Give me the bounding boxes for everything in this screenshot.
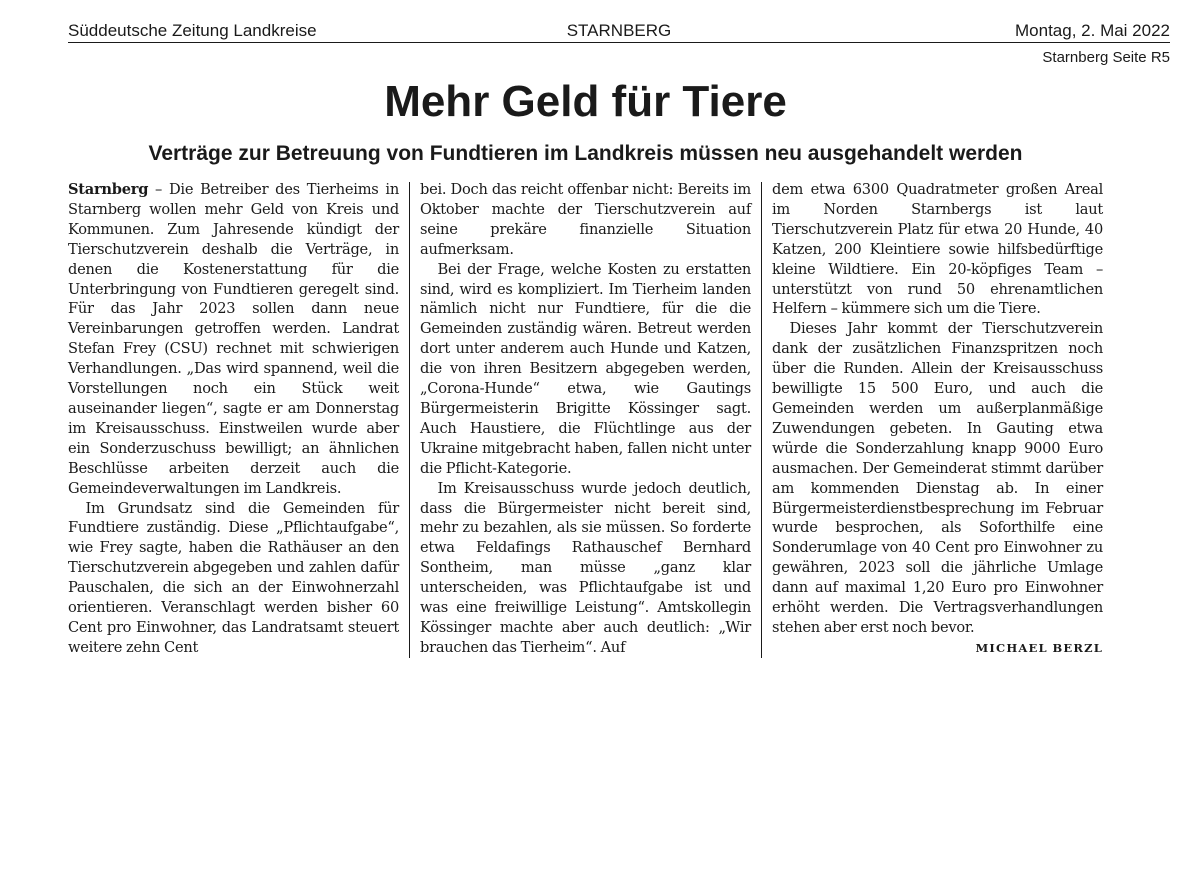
article-paragraph: bei. Doch das reicht offenbar nicht: Bereits im Oktober machte der Tierschutzverein auf seine prekäre finanzielle Situation aufmerksam. xyxy=(420,181,751,258)
subheadline: Verträge zur Betreuung von Fundtieren im Landkreis müssen neu ausgehandelt werden xyxy=(148,142,1023,165)
publication-name: Süddeutsche Zeitung Landkreise xyxy=(68,21,317,40)
page-reference: Starnberg Seite R5 xyxy=(1042,49,1170,66)
paragraph-text: Dieses Jahr kommt der Tierschutzverein dank der zusätzlichen Finanzspritzen noch über die Runden. Allein der Kreisausschuss bewilligte 15 500 Euro, und auch die Gemeinden werden um außerplanmäßige Zuwendungen gebeten. In Gauting etwa würde die Sonderzahlung knapp 9000 Euro ausmachen. Der Gemeinderat stimmt darüber am kommenden Dienstag ab. In einer Bürgermeisterdienstbesprechung im Februar wurde besprochen, als Soforthilfe eine Sonderumlage von 40 Cent pro Einwohner zu gewähren, 2023 soll die jährliche Umlage dann auf maximal 1,20 Euro pro Einwohner erhöht werden. Die Vertragsverhandlungen stehen aber erst noch bevor. xyxy=(772,320,1103,636)
article-paragraph xyxy=(772,319,1103,655)
masthead xyxy=(68,20,1170,43)
article-paragraph: dem etwa 6300 Quadratmeter großen Areal im Norden Starnbergs ist laut Tierschutzverein Platz für etwa 20 Hunde, 40 Katzen, 200 Kleintiere sowie hilfsbedürftige kleine Wildtiere. Ein 20-köpfiges Team – unterstützt von rund 50 ehrenamtlichen Helfern – kümmere sich um die Tiere. xyxy=(772,181,1103,318)
article-paragraph xyxy=(68,180,399,499)
column-rule xyxy=(409,182,410,658)
article-column-2 xyxy=(420,180,751,658)
article-column-3 xyxy=(772,180,1103,659)
article-paragraph: Im Kreisausschuss wurde jedoch deutlich, dass die Bürgermeister nicht bereit sind, mehr zu bezahlen, als sie müssen. So forderte etwa Feldafings Rathauschef Bernhard Sontheim, man müsse „ganz klar unterscheiden, was Pflichtaufgabe ist und was eine freiwillige Leistung“. Amtskollegin Kössinger machte aber auch deutlich: „Wir brauchen das Tierheim“. Auf xyxy=(420,479,751,656)
article-paragraph: Im Grundsatz sind die Gemeinden für Fundtiere zuständig. Diese „Pflichtaufgabe“, wie Frey sagte, haben die Rathäuser an den Tierschutzverein abgegeben und zahlen dafür Pauschalen, die sich an der Einwohnerzahl orientieren. Veranschlagt werden bisher 60 Cent pro Einwohner, das Landratsamt steuert weitere zehn Cent xyxy=(68,499,399,656)
issue-date: Montag, 2. Mai 2022 xyxy=(1015,21,1170,40)
column-rule xyxy=(761,182,762,658)
headline: Mehr Geld für Tiere xyxy=(384,77,787,126)
dateline: Starnberg xyxy=(68,181,149,198)
section-name: STARNBERG xyxy=(566,21,672,40)
paragraph-text: – Die Betreiber des Tierheims in Starnberg wollen mehr Geld von Kreis und Kommunen. Zum Jahresende kündigt der Tierschutzverein deshalb die Verträge, in denen die Kostenerstattung für die Unterbringung von Fundtieren geregelt sind. Für das Jahr 2023 sollen dann neue Vereinbarungen getroffen werden. Landrat Stefan Frey (CSU) rechnet mit schwierigen Verhandlungen. „Das wird spannend, weil die Vorstellungen noch ein Stück weit auseinander liegen“, sagte er am Donnerstag im Kreisausschuss. Einstweilen wurde aber ein Sonderzuschuss bewilligt; an ähnlichen Beschlüsse arbeiten derzeit auch die Gemeindeverwaltungen im Landkreis. xyxy=(68,181,399,497)
author-byline: MICHAEL BERZL xyxy=(975,640,1103,655)
article-column-1 xyxy=(68,180,399,658)
article-paragraph: Bei der Frage, welche Kosten zu erstatten sind, wird es kompliziert. Im Tierheim landen nämlich nicht nur Fundtiere, für die die Gemeinden zuständig wären. Betreut werden dort unter anderem auch Hunde und Katzen, die von ihren Besitzern abgegeben werden, „Corona-Hunde“ etwa, wie Gautings Bürgermeisterin Brigitte Kössinger sagt. Auch Haustiere, die Flüchtlinge aus der Ukraine mitgebracht haben, fallen nicht unter die Pflicht-Kategorie. xyxy=(420,260,751,477)
